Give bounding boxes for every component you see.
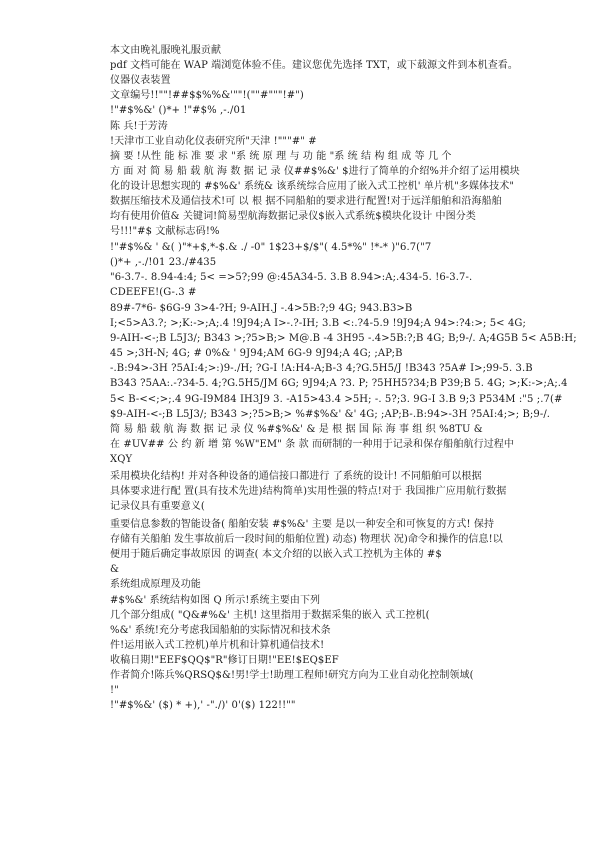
text-line-6: 陈 兵!于芳涛 — [110, 121, 168, 132]
text-line-29: 采用模块化结构! 并对各种设备的通信接口都进行 了系统的设计! 不同船舶可以根据 — [110, 471, 482, 482]
text-line-42: 作者简介!陈兵%QRSQ$&!男!学士!助理工程师!研究方向为工业自动化控制领域( — [110, 670, 474, 681]
text-line-18: 89#-7*6- $6G-9 3>4-?H; 9-AIH.J -.4>5B:?;9 4G; 943.B3>B — [110, 303, 413, 314]
text-line-37: #$%&' 系统结构如图 Q 所示!系统主要由下列 — [110, 595, 321, 606]
text-line-41: 收稿日期!"EEF$QQ$"R"修订日期!"EE!$EQ$EF — [110, 655, 339, 666]
text-line-20: 9-AIH-<-;B L5J3/; B343 >;?5>B;> M@.B -4 3H95 -.4>5B:?;B 4G; B;9-/. A;4G5B 5< A5B:H; — [110, 333, 577, 344]
text-line-14: !"#$%& ' &( )"*+$,*-$.& ./ -0" 1$23+$/$"( 4.5*%" !*-* )"6.7("7 — [110, 242, 432, 253]
text-line-3: 仪器仪表装置 — [110, 75, 171, 86]
text-line-38: 几个部分组成( "Q&#%&' 主机! 这里指用于数据采集的嵌入 式工控机( — [110, 610, 430, 621]
text-line-17: CDEEFE!(G-.3 # — [110, 287, 197, 298]
text-line-19: I;<5>A3.?; >;K:->;A;.4 !9J94;A I>-.?-IH; 3.B <:.?4-5.9 !9J94;A 94>:?4:>; 5< 4G; — [110, 318, 526, 329]
text-line-4: 文章编号!!""!##$$%%&'""!(""#"""!#") — [110, 90, 304, 101]
text-line-5: !"#$%&' ()*+ !"#$% ,-./01 — [110, 105, 247, 116]
text-line-7: !天津市工业自动化仪表研究所"天津 !"""#" # — [110, 136, 317, 147]
text-line-1: 本文由晚礼服晚礼服贡献 — [110, 45, 222, 56]
text-line-21: 45 >;3H-N; 4G; # 0%& ' 9J94;AM 6G-9 9J94;A 4G; ;AP;B — [110, 348, 403, 359]
text-line-11: 数据压缩技术及通信技术!可 以 根 据不同船舶的要求进行配置!对于远洋船舶和沿海船舶 — [110, 196, 502, 207]
text-line-2: pdf 文档可能在 WAP 端浏览体验不佳。建议您优先选择 TXT，或下载源文件到本机查看。 — [110, 60, 519, 71]
text-line-15: ()*+ ,-./!01 23./#435 — [110, 257, 217, 268]
text-line-32: 重要信息参数的智能设备( 船舶安装 #$%&' 主要 是以一种安全和可恢复的方式! 保持 — [110, 519, 495, 530]
text-line-26: 简 易 船 载 航 海 数 据 记 录 仪 %#$%&' & 是 根 据 国 际 海 事 组 织 %8TU & — [110, 424, 483, 435]
text-line-35: & — [110, 564, 120, 575]
text-line-8: 摘 要 !从性 能 标 准 要 求 "系 统 原 理 与 功 能 "系 统 结 构 组 成 等 几 个 — [110, 151, 452, 162]
text-line-30: 具体要求进行配 置(具有技术先进)结构简单)实用性强的特点!对于 我国推广应用航行数据 — [110, 486, 507, 497]
text-line-34: 便用于随后确定事故原因 的调查( 本文介绍的以嵌入式工控机为主体的 #$ — [110, 549, 442, 560]
text-line-24: 5< B-<<;>;.4 9G-I9M84 IH3J9 3. -A15>43.4 >5H; -. 5?;3. 9G-I 3.B 9;3 P534M :"5 ;.7(# — [110, 394, 563, 405]
text-line-12: 均有使用价值& 关键词!简易型航海数据记录仪$嵌入式系统$模块化设计 中图分类 — [110, 211, 476, 222]
text-line-25: $9-AIH-<-;B L5J3/; B343 >;?5>B;> %#$%&' &' 4G; ;AP;B-.B:94>-3H ?5AI:4;>; B;9-/. — [110, 409, 551, 420]
text-line-10: 化的设计思想实现的 #$%&' 系统& 该系统综合应用了嵌入式工控机' 单片机"多媒体技术" — [110, 181, 515, 192]
text-line-28: XQY — [110, 454, 133, 465]
text-line-33: 存储有关船舶 发生事故前后一段时间的船舶位置) 动态) 物理状 况)命令和操作的信息!以 — [110, 534, 503, 545]
text-line-27: 在 #UV## 公 约 新 增 第 %W"EM" 条 款 而研制的一种用于记录和保存船舶航行过程中 — [110, 439, 514, 450]
text-line-44: !"#$%&' ($) * +),' -"./)' 0'($) 122!!"" — [110, 700, 296, 711]
text-line-9: 方 面 对 简 易 船 载 航 海 数 据 记 录 仪##$%&' $进行了简单的介绍%并介绍了运用模块 — [110, 166, 520, 177]
text-line-36: 系统组成原理及功能 — [110, 579, 201, 590]
text-line-23: B343 ?5AA:.-?34-5. 4;?G.5H5/JM 6G; 9J94;A ?3. P; ?5HH5?34;B P39;B 5. 4G; >;K:->;A;.4 — [110, 378, 568, 389]
text-line-43: !" — [110, 685, 119, 696]
text-line-22: -.B:94>-3H ?5AI:4;>:)9-./H; ?G-I !A:H4-A;B-3 4;?G.5H5/J !B343 ?5A# I>;99-5. 3.B — [110, 363, 533, 374]
text-line-16: "6-3.7-. 8.94-4:4; 5< =>5?;99 @:45A34-5. 3.B 8.94>:A;.434-5. !6-3.7-. — [110, 272, 473, 283]
text-line-13: 号!!!"#$ 文献标志码!% — [110, 226, 220, 237]
text-line-39: %&' 系统!充分考虑我国船舶的实际情况和技术条 — [110, 625, 331, 636]
text-line-31: 记录仪具有重要意义( — [110, 501, 205, 512]
text-line-40: 件!运用嵌入式工控机)单片机和计算机通信技术! — [110, 640, 325, 651]
